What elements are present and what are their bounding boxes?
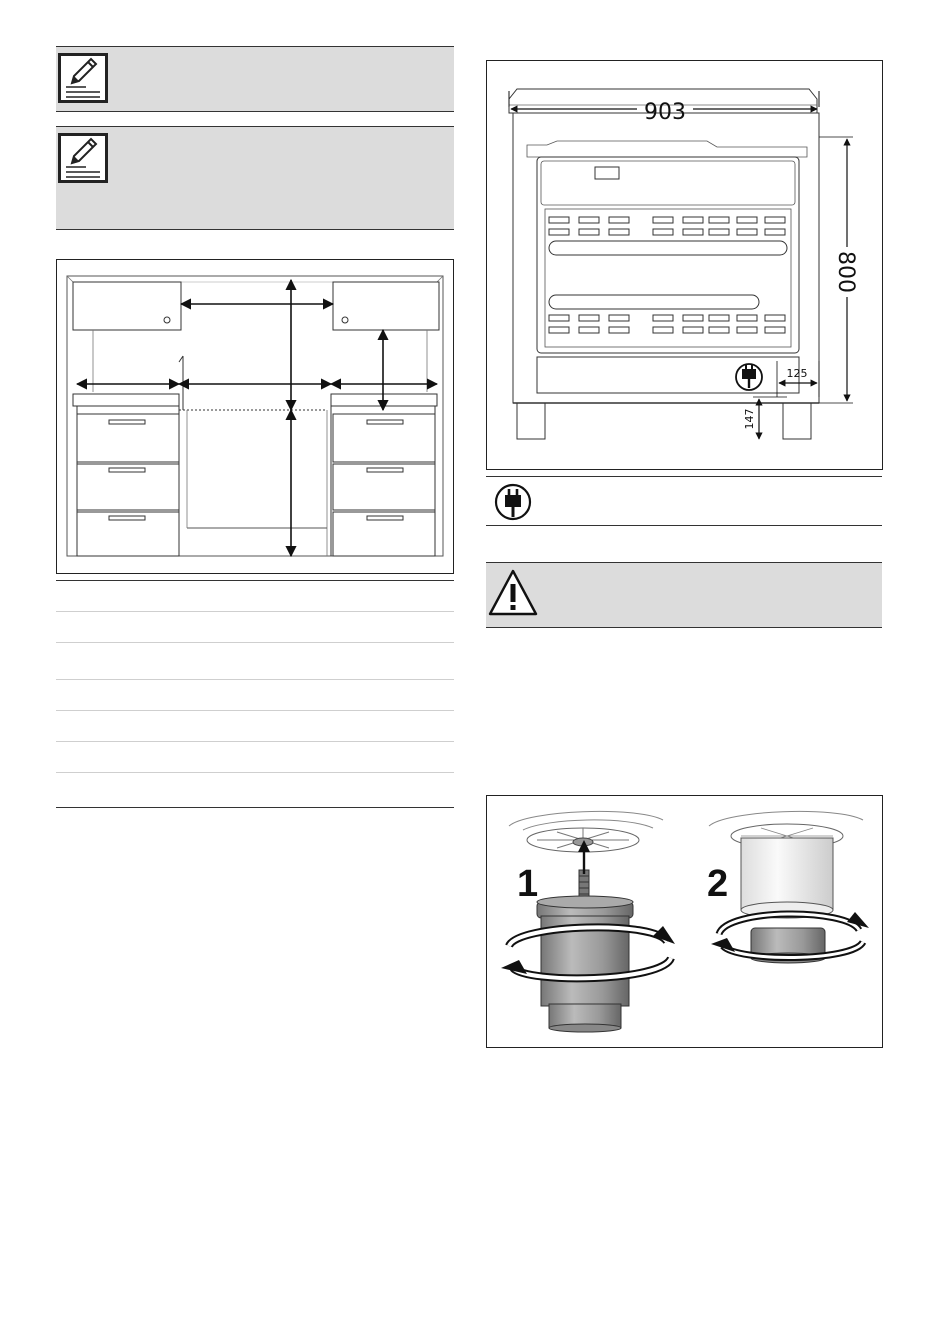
table-rule	[56, 710, 454, 711]
plug-offset-label: 125	[786, 367, 808, 380]
step-2-label: 2	[707, 863, 729, 905]
step-1-label: 1	[517, 863, 539, 905]
table-rule	[56, 679, 454, 680]
note-box-1	[56, 46, 454, 112]
appliance-dimensions-diagram	[486, 60, 883, 470]
power-plug-icon	[494, 483, 532, 521]
warning-box	[486, 562, 882, 628]
cabinet-drawing	[57, 260, 453, 573]
warning-triangle-icon	[488, 568, 538, 618]
plug-height-label: 147	[743, 408, 756, 430]
cabinet-installation-diagram	[56, 259, 454, 574]
table-rule	[56, 611, 454, 612]
table-rule	[56, 580, 454, 581]
table-rule	[56, 772, 454, 773]
note-box-2	[56, 126, 454, 230]
table-rule	[56, 741, 454, 742]
plug-note-row	[486, 476, 882, 526]
pencil-note-icon	[58, 53, 108, 103]
table-rule	[56, 642, 454, 643]
table-rule	[56, 807, 454, 808]
pencil-note-icon	[58, 133, 108, 183]
power-plug-icon	[736, 364, 762, 390]
width-dimension-label: 903	[644, 100, 686, 125]
appliance-drawing	[487, 61, 882, 469]
feet-drawing	[487, 796, 882, 1047]
height-dimension-label: 800	[833, 251, 858, 293]
feet-adjustment-diagram	[486, 795, 883, 1048]
